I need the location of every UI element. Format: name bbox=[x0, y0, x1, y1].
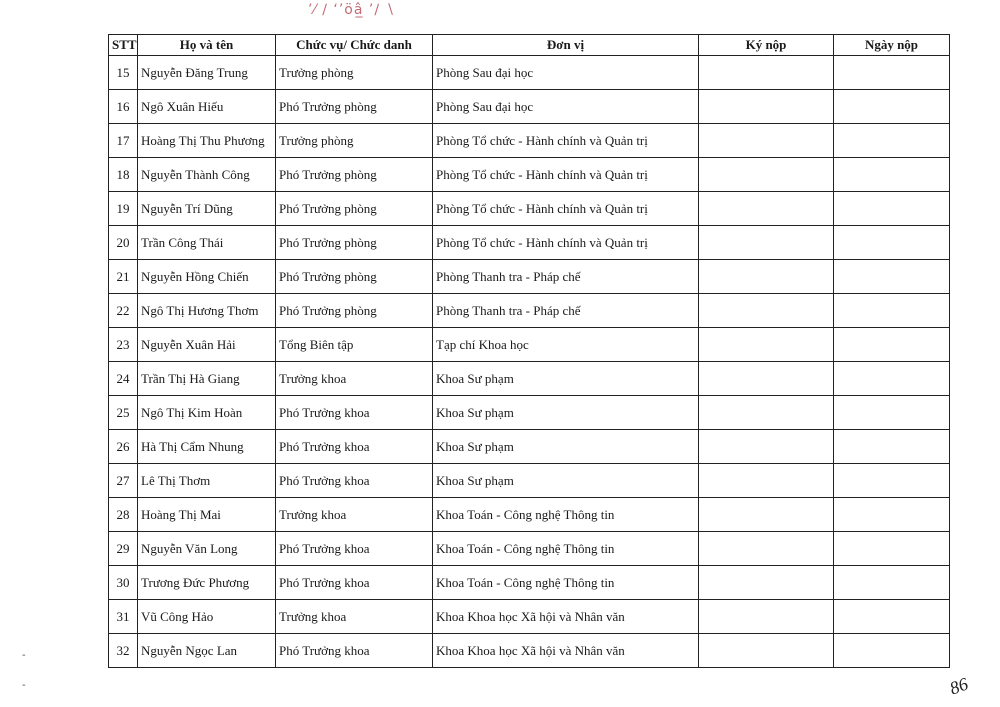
cell-date bbox=[834, 430, 950, 464]
cell-unit: Phòng Sau đại học bbox=[433, 90, 699, 124]
cell-stt: 15 bbox=[109, 56, 138, 90]
cell-name: Nguyễn Ngọc Lan bbox=[138, 634, 276, 668]
cell-stt: 26 bbox=[109, 430, 138, 464]
cell-date bbox=[834, 328, 950, 362]
cell-position: Trưởng phòng bbox=[276, 124, 433, 158]
table-row bbox=[109, 498, 950, 532]
header-stamp-mark: ’⁄ ∕ ‘’öâ̲ ’∕ ∖ bbox=[308, 2, 396, 18]
header-name: Họ và tên bbox=[138, 35, 276, 56]
cell-signature bbox=[699, 192, 834, 226]
cell-unit: Phòng Thanh tra - Pháp chế bbox=[433, 260, 699, 294]
cell-stt: 29 bbox=[109, 532, 138, 566]
cell-position: Phó Trưởng khoa bbox=[276, 566, 433, 600]
table-row bbox=[109, 328, 950, 362]
cell-position: Phó Trưởng phòng bbox=[276, 294, 433, 328]
cell-position: Phó Trưởng khoa bbox=[276, 464, 433, 498]
cell-name: Nguyễn Đăng Trung bbox=[138, 56, 276, 90]
cell-position: Tổng Biên tập bbox=[276, 328, 433, 362]
cell-unit: Khoa Toán - Công nghệ Thông tin bbox=[433, 532, 699, 566]
cell-unit: Khoa Khoa học Xã hội và Nhân văn bbox=[433, 634, 699, 668]
cell-position: Phó Trưởng phòng bbox=[276, 90, 433, 124]
cell-stt: 31 bbox=[109, 600, 138, 634]
cell-stt: 19 bbox=[109, 192, 138, 226]
cell-unit: Tạp chí Khoa học bbox=[433, 328, 699, 362]
table-row bbox=[109, 600, 950, 634]
cell-name: Ngô Thị Kim Hoàn bbox=[138, 396, 276, 430]
cell-unit: Khoa Sư phạm bbox=[433, 396, 699, 430]
margin-mark: - bbox=[22, 650, 26, 661]
cell-stt: 24 bbox=[109, 362, 138, 396]
cell-date bbox=[834, 600, 950, 634]
cell-stt: 20 bbox=[109, 226, 138, 260]
cell-name: Nguyễn Xuân Hải bbox=[138, 328, 276, 362]
table-row bbox=[109, 396, 950, 430]
cell-signature bbox=[699, 124, 834, 158]
cell-unit: Phòng Tổ chức - Hành chính và Quản trị bbox=[433, 158, 699, 192]
cell-stt: 21 bbox=[109, 260, 138, 294]
cell-date bbox=[834, 226, 950, 260]
table-row bbox=[109, 192, 950, 226]
cell-unit: Khoa Toán - Công nghệ Thông tin bbox=[433, 566, 699, 600]
cell-signature bbox=[699, 56, 834, 90]
cell-date bbox=[834, 90, 950, 124]
staff-table bbox=[108, 34, 950, 668]
cell-stt: 28 bbox=[109, 498, 138, 532]
cell-date bbox=[834, 192, 950, 226]
cell-stt: 18 bbox=[109, 158, 138, 192]
cell-stt: 30 bbox=[109, 566, 138, 600]
cell-signature bbox=[699, 90, 834, 124]
cell-name: Ngô Thị Hương Thơm bbox=[138, 294, 276, 328]
cell-position: Phó Trưởng khoa bbox=[276, 430, 433, 464]
cell-unit: Phòng Thanh tra - Pháp chế bbox=[433, 294, 699, 328]
cell-position: Phó Trưởng phòng bbox=[276, 260, 433, 294]
cell-name: Vũ Công Hảo bbox=[138, 600, 276, 634]
cell-position: Trưởng phòng bbox=[276, 56, 433, 90]
cell-name: Nguyễn Trí Dũng bbox=[138, 192, 276, 226]
cell-stt: 22 bbox=[109, 294, 138, 328]
cell-stt: 17 bbox=[109, 124, 138, 158]
table-row bbox=[109, 532, 950, 566]
cell-date bbox=[834, 634, 950, 668]
cell-date bbox=[834, 56, 950, 90]
cell-position: Phó Trưởng khoa bbox=[276, 396, 433, 430]
header-date: Ngày nộp bbox=[834, 35, 950, 56]
cell-date bbox=[834, 158, 950, 192]
table-row bbox=[109, 90, 950, 124]
table-row bbox=[109, 158, 950, 192]
cell-name: Nguyễn Hồng Chiến bbox=[138, 260, 276, 294]
cell-signature bbox=[699, 226, 834, 260]
cell-unit: Khoa Sư phạm bbox=[433, 464, 699, 498]
cell-date bbox=[834, 362, 950, 396]
cell-unit: Khoa Khoa học Xã hội và Nhân văn bbox=[433, 600, 699, 634]
header-stt: STT bbox=[109, 35, 138, 56]
cell-date bbox=[834, 396, 950, 430]
cell-name: Lê Thị Thơm bbox=[138, 464, 276, 498]
cell-date bbox=[834, 532, 950, 566]
cell-position: Phó Trưởng phòng bbox=[276, 226, 433, 260]
cell-position: Trưởng khoa bbox=[276, 498, 433, 532]
cell-date bbox=[834, 294, 950, 328]
cell-position: Phó Trưởng khoa bbox=[276, 532, 433, 566]
cell-stt: 32 bbox=[109, 634, 138, 668]
table-row bbox=[109, 124, 950, 158]
table-row bbox=[109, 260, 950, 294]
cell-date bbox=[834, 464, 950, 498]
table-body bbox=[109, 56, 950, 668]
cell-name: Ngô Xuân Hiếu bbox=[138, 90, 276, 124]
cell-signature bbox=[699, 158, 834, 192]
cell-signature bbox=[699, 464, 834, 498]
cell-signature bbox=[699, 260, 834, 294]
cell-signature bbox=[699, 600, 834, 634]
cell-name: Trần Công Thái bbox=[138, 226, 276, 260]
cell-name: Nguyễn Thành Công bbox=[138, 158, 276, 192]
cell-position: Trưởng khoa bbox=[276, 600, 433, 634]
table-row bbox=[109, 566, 950, 600]
table-row bbox=[109, 430, 950, 464]
cell-unit: Phòng Tổ chức - Hành chính và Quản trị bbox=[433, 192, 699, 226]
cell-name: Hoàng Thị Mai bbox=[138, 498, 276, 532]
cell-unit: Khoa Sư phạm bbox=[433, 362, 699, 396]
cell-signature bbox=[699, 362, 834, 396]
cell-unit: Phòng Tổ chức - Hành chính và Quản trị bbox=[433, 226, 699, 260]
cell-stt: 27 bbox=[109, 464, 138, 498]
cell-stt: 25 bbox=[109, 396, 138, 430]
cell-name: Nguyễn Văn Long bbox=[138, 532, 276, 566]
cell-signature bbox=[699, 294, 834, 328]
cell-unit: Phòng Sau đại học bbox=[433, 56, 699, 90]
table-row bbox=[109, 464, 950, 498]
table-row bbox=[109, 634, 950, 668]
header-position: Chức vụ/ Chức danh bbox=[276, 35, 433, 56]
cell-date bbox=[834, 124, 950, 158]
cell-position: Trưởng khoa bbox=[276, 362, 433, 396]
cell-signature bbox=[699, 634, 834, 668]
cell-name: Trương Đức Phương bbox=[138, 566, 276, 600]
table-row bbox=[109, 294, 950, 328]
cell-date bbox=[834, 566, 950, 600]
table-row bbox=[109, 226, 950, 260]
cell-signature bbox=[699, 566, 834, 600]
cell-name: Hà Thị Cẩm Nhung bbox=[138, 430, 276, 464]
cell-signature bbox=[699, 328, 834, 362]
header-unit: Đơn vị bbox=[433, 35, 699, 56]
cell-signature bbox=[699, 396, 834, 430]
cell-stt: 16 bbox=[109, 90, 138, 124]
table-row bbox=[109, 56, 950, 90]
cell-name: Trần Thị Hà Giang bbox=[138, 362, 276, 396]
cell-date bbox=[834, 498, 950, 532]
cell-position: Phó Trưởng phòng bbox=[276, 158, 433, 192]
cell-position: Phó Trưởng phòng bbox=[276, 192, 433, 226]
margin-mark: - bbox=[22, 680, 26, 691]
table-header-row bbox=[109, 35, 950, 56]
cell-unit: Khoa Toán - Công nghệ Thông tin bbox=[433, 498, 699, 532]
cell-signature bbox=[699, 430, 834, 464]
cell-signature bbox=[699, 498, 834, 532]
cell-name: Hoàng Thị Thu Phương bbox=[138, 124, 276, 158]
cell-unit: Khoa Sư phạm bbox=[433, 430, 699, 464]
page-number: 86 bbox=[946, 673, 971, 699]
cell-signature bbox=[699, 532, 834, 566]
cell-date bbox=[834, 260, 950, 294]
cell-stt: 23 bbox=[109, 328, 138, 362]
cell-unit: Phòng Tổ chức - Hành chính và Quản trị bbox=[433, 124, 699, 158]
table-row bbox=[109, 362, 950, 396]
cell-position: Phó Trưởng khoa bbox=[276, 634, 433, 668]
header-signature: Ký nộp bbox=[699, 35, 834, 56]
